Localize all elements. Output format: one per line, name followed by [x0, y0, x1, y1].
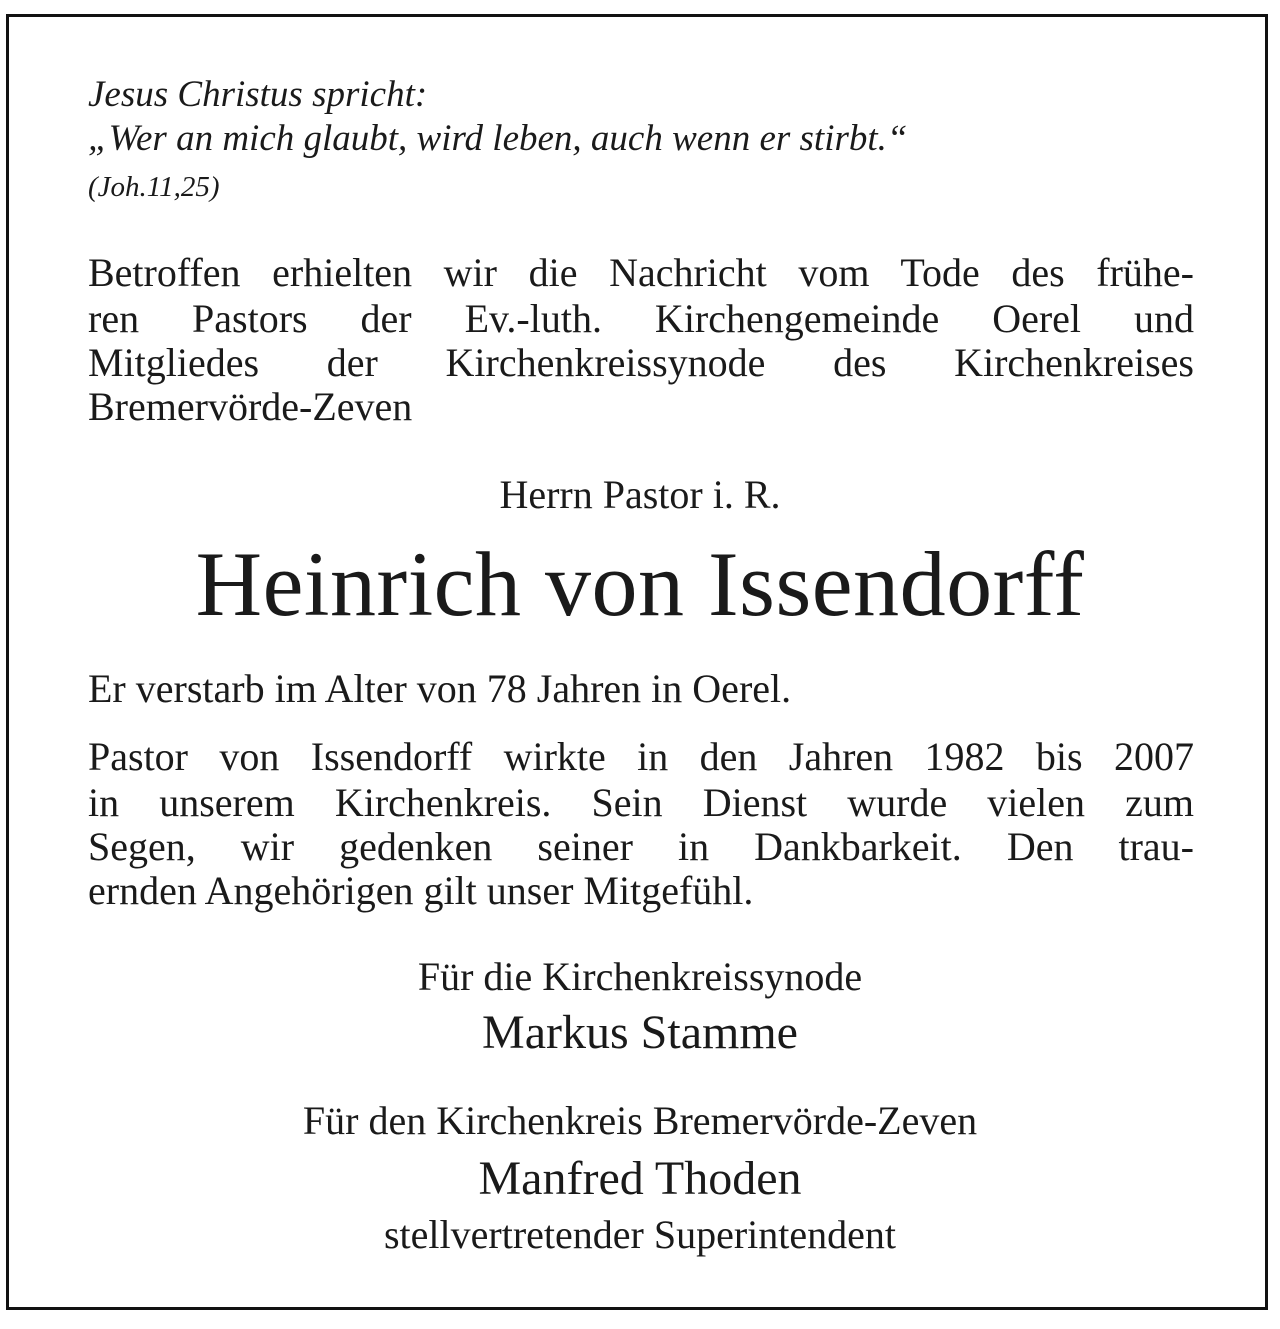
verse-reference: (Joh.11,25) [88, 171, 220, 203]
signature-role: stellvertretender Superintendent [383, 1212, 897, 1257]
announcement-line: Mitgliedes der Kirchenkreissynode des Kirchenkreises [88, 340, 1194, 385]
death-info: Er verstarb im Alter von 78 Jahren in Oerel. [88, 666, 792, 711]
announcement-line: Betroffen erhielten wir die Nachricht vom Tode des frühe- [88, 250, 1194, 295]
tribute-line: ernden Angehörigen gilt unser Mitgefühl. [88, 868, 754, 913]
signature-for: Für den Kirchenkreis Bremervörde-Zeven [302, 1098, 978, 1143]
signature-for: Für die Kirchenkreissynode [417, 954, 863, 999]
deceased-title: Herrn Pastor i. R. [499, 472, 781, 517]
tribute-line: in unserem Kirchenkreis. Sein Dienst wurde vielen zum [88, 780, 1194, 825]
tribute-line: Segen, wir gedenken seiner in Dankbarkeit. Den trau- [88, 824, 1194, 869]
announcement-line: ren Pastors der Ev.-luth. Kirchengemeinde Oerel und [88, 296, 1194, 341]
deceased-name: Heinrich von Issendorff [195, 533, 1085, 635]
announcement-line: Bremervörde-Zeven [88, 384, 413, 429]
tribute-line: Pastor von Issendorff wirkte in den Jahren 1982 bis 2007 [88, 734, 1194, 779]
signature-name: Manfred Thoden [478, 1152, 802, 1205]
verse-intro: Jesus Christus spricht: [88, 74, 428, 115]
verse-quote: „Wer an mich glaubt, wird leben, auch wenn er stirbt.“ [88, 118, 908, 159]
signature-name: Markus Stamme [482, 1006, 798, 1059]
